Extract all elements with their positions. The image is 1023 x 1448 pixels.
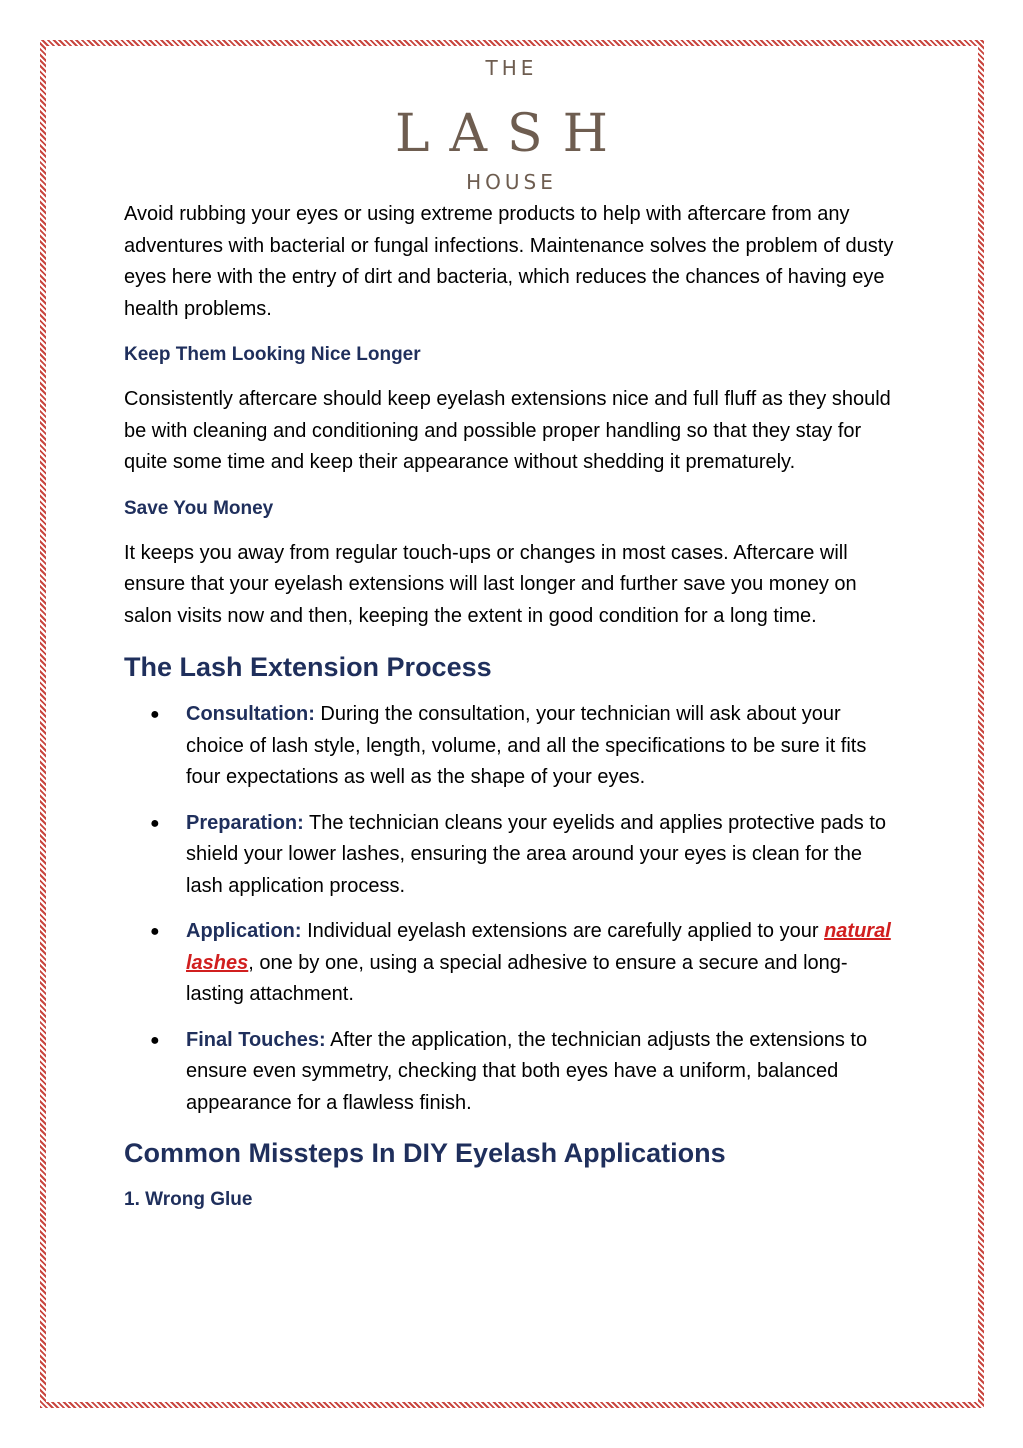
- logo-the: THE: [485, 56, 538, 80]
- logo-lash: LASH: [394, 104, 629, 164]
- list-item: [124, 1025, 899, 1120]
- bullet-icon: ●: [150, 923, 160, 940]
- natural-lashes-link[interactable]: natural lashes: [186, 920, 891, 974]
- text-preparation: The technician cleans your eyelids and applies protective pads to shield your lower lashes, ensuring the area around your eyes is clean for the lash application process.: [186, 811, 887, 897]
- term-consultation: Consultation:: [186, 703, 315, 725]
- subheading-keep-nice: Keep Them Looking Nice Longer: [124, 344, 421, 365]
- brand-logo: [0, 56, 1023, 194]
- intro-paragraph: Avoid rubbing your eyes or using extreme products to help with aftercare from any adventures with bacterial or fungal infections. Maintenance solves the problem of dusty eyes here with the entry of dirt and bacteria, which reduces the chances of having eye health problems.: [124, 203, 894, 320]
- text-application-before: Individual eyelash extensions are carefully applied to your: [301, 920, 825, 942]
- document-body: [124, 199, 899, 1229]
- term-preparation: Preparation:: [186, 811, 304, 834]
- bullet-icon: ●: [150, 814, 160, 832]
- subheading-save-money: Save You Money: [124, 497, 274, 519]
- heading-missteps: Common Missteps In DIY Eyelash Applications: [124, 1138, 726, 1168]
- paragraph-save-money: It keeps you away from regular touch-ups or changes in most cases. Aftercare will ensure that your eyelash extensions will last longer and further save you money on salon visits now and then, keeping the extent in good condition for a long time.: [124, 541, 857, 627]
- paragraph-keep-nice: Consistently aftercare should keep eyelash extensions nice and full fluff as they should be with cleaning and conditioning and possible proper handling so that they stay for quite some time and keep their appearance without shedding it prematurely.: [124, 388, 891, 473]
- bullet-icon: ●: [150, 706, 160, 723]
- logo-house: HOUSE: [466, 170, 557, 194]
- term-application: Application:: [186, 920, 302, 942]
- bullet-icon: ●: [150, 1031, 160, 1049]
- text-final-touches: After the application, the technician adjusts the extensions to ensure even symmetry, checking that both eyes have a uniform, balanced appearance for a flawless finish.: [186, 1028, 868, 1114]
- text-application-after: , one by one, using a special adhesive to ensure a secure and long-lasting attachment.: [186, 951, 848, 1005]
- list-item: [124, 916, 899, 1011]
- subheading-wrong-glue: 1. Wrong Glue: [124, 1189, 253, 1210]
- heading-process: The Lash Extension Process: [124, 652, 492, 682]
- list-item: [124, 699, 899, 794]
- list-item: [124, 808, 899, 903]
- process-list: [124, 699, 899, 1119]
- term-final-touches: Final Touches:: [186, 1028, 326, 1051]
- text-consultation: During the consultation, your technician will ask about your choice of lash style, length, volume, and all the specifications to be sure it fits four expectations as well as the shape of your eyes.: [186, 703, 867, 788]
